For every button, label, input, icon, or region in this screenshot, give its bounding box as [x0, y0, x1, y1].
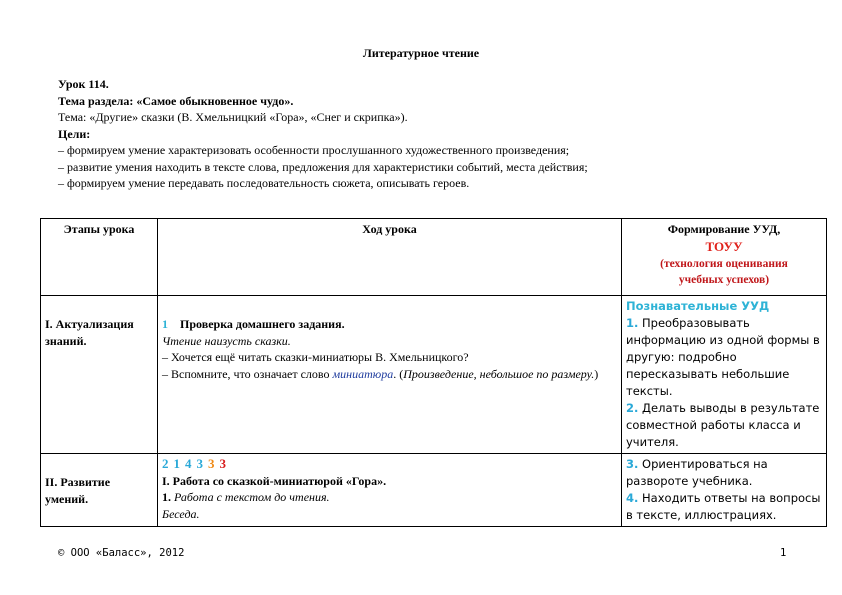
uud-cell	[622, 454, 827, 527]
question-2: – Вспомните, что означает слово миниатюра. (Произведение, небольшое по размеру.)	[162, 366, 599, 381]
table-header-row	[41, 219, 827, 296]
page-number: 1	[780, 547, 787, 559]
uud-title: Познавательные УУД	[626, 299, 770, 313]
goal-item: – формируем умение передавать последовательность сюжета, описывать героев.	[58, 176, 470, 190]
stage-label: II. Развитие умений.	[45, 475, 111, 506]
header-course: Ход урока	[158, 219, 622, 296]
page-title: Литературное чтение	[362, 46, 480, 60]
reading-task: Чтение наизусть сказки.	[162, 333, 291, 348]
conversation: Беседа.	[162, 506, 200, 521]
question-1: – Хочется ещё читать сказки-миниатюры В. Хмельницкого?	[162, 350, 469, 364]
header-touu-sub: (технология оценивания учебных успехов)	[660, 257, 788, 286]
uud-item: 3. Ориентироваться на развороте учебника.	[626, 457, 768, 488]
course-cell	[158, 296, 622, 454]
lesson-number: Урок 114.	[58, 77, 109, 91]
touu-number: 4	[185, 456, 192, 471]
course-cell	[158, 454, 622, 527]
lesson-topic: Тема: «Другие» сказки (В. Хмельницкий «Гора», «Снег и скрипка»).	[58, 110, 408, 124]
touu-number: 1	[173, 456, 180, 471]
stage-cell	[41, 454, 158, 527]
header-touu: ТОУУ	[705, 238, 743, 254]
touu-number: 2	[162, 456, 169, 471]
stage-label: I. Актуализация знаний.	[45, 317, 134, 348]
work-title: I. Работа со сказкой-миниатюрой «Гора».	[162, 473, 387, 488]
table-row	[41, 454, 827, 527]
stage-cell	[41, 296, 158, 454]
goal-item: – развитие умения находить в тексте слова, предложения для характеристики событий, места действия;	[58, 159, 588, 174]
table-row	[41, 296, 827, 454]
step-title: Проверка домашнего задания.	[180, 317, 345, 331]
goal-item: – формируем умение характеризовать особенности прослушанного художественного произведения;	[58, 143, 570, 157]
touu-number: 3	[196, 456, 203, 471]
uud-item: 4. Находить ответы на вопросы в тексте, иллюстрациях.	[626, 491, 821, 522]
touu-number-row	[162, 456, 617, 473]
footer-copyright: © ООО «Баласс», 2012	[58, 547, 185, 559]
step-line	[162, 316, 617, 333]
header-stages: Этапы урока	[41, 219, 158, 296]
touu-number: 3	[219, 456, 226, 471]
step-number: 1	[162, 317, 168, 331]
lesson-table	[40, 218, 827, 527]
term-answer: Произведение, небольшое по размеру.	[403, 366, 595, 381]
goals-label: Цели:	[58, 126, 91, 141]
lesson-header	[58, 76, 798, 192]
uud-item: 1. Преобразовывать информацию из одной формы в другую: подробно пересказывать небольшие тексты.	[626, 316, 820, 398]
touu-number: 3	[208, 456, 215, 471]
header-uud-title: Формирование УУД,	[667, 222, 781, 236]
sub-step: 1. Работа с текстом до чтения.	[162, 490, 330, 504]
uud-item: 2. Делать выводы в результате совместной работы класса и учителя.	[626, 401, 820, 449]
uud-cell	[622, 296, 827, 454]
lesson-section: Тема раздела: «Самое обыкновенное чудо».	[58, 93, 294, 108]
term-miniature: миниатюра	[332, 366, 394, 381]
header-uud	[622, 219, 827, 296]
